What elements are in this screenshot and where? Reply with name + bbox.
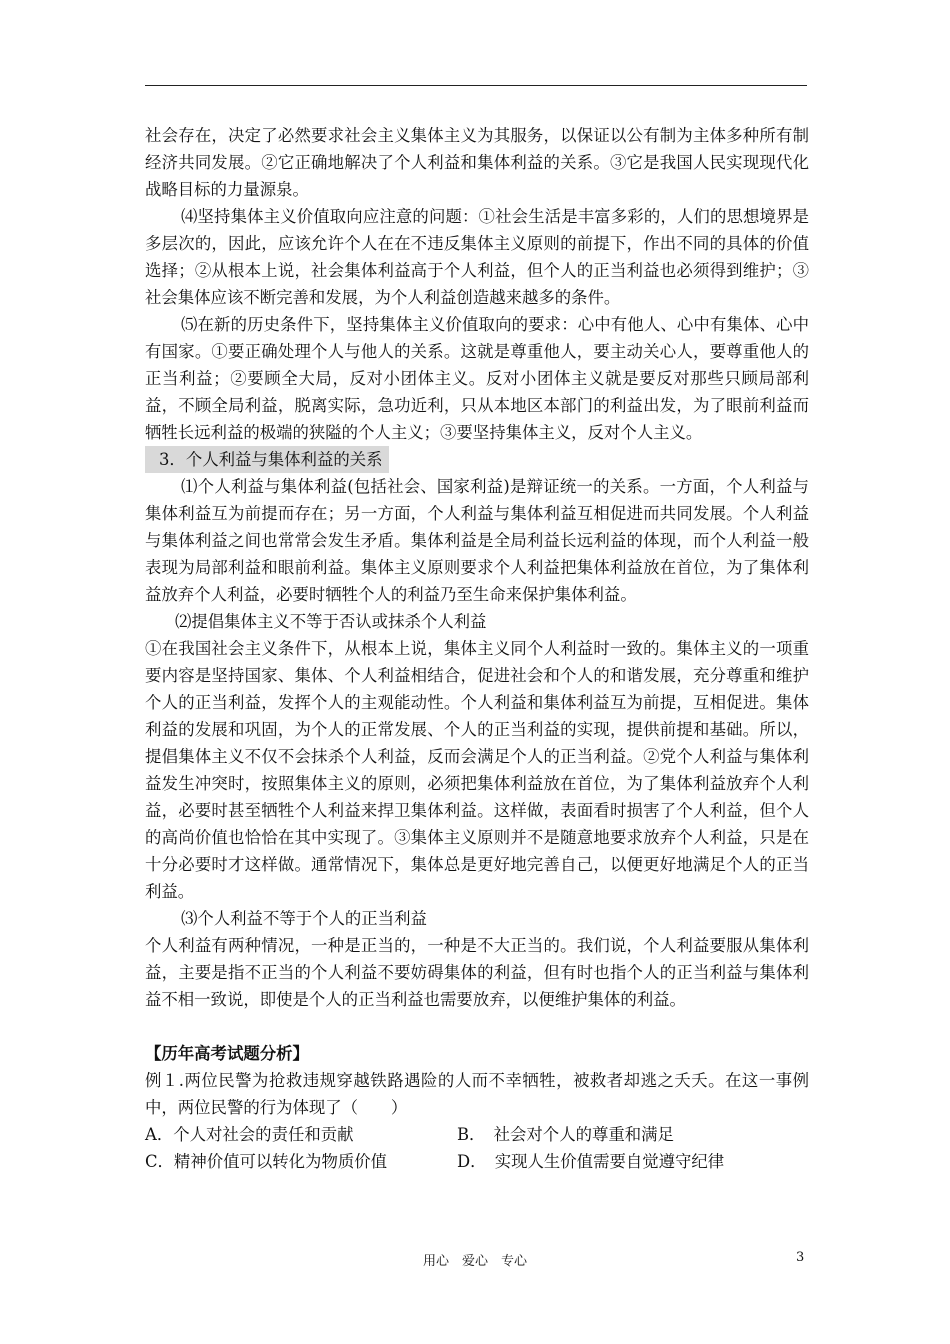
choice-c: C．精神价值可以转化为物质价值 [145, 1152, 388, 1171]
choice-d: D． 实现人生价值需要自觉遵守纪律 [457, 1152, 725, 1171]
choice-a: A．个人对社会的责任和贡献 [145, 1125, 354, 1144]
paragraph-relation-1: ⑴个人利益与集体利益(包括社会、国家利益)是辩证统一的关系。一方面，个人利益与集体利益互为前提而存在；另一方面，个人利益与集体利益互相促进而共同发展。个人利益与集体利益之间也常常会发生矛盾。集体利益是全局利益长远利益的体现，而个人利益一般表现为局部利益和眼前利益。集体主义原则要求个人利益把集体利益放在首位，为了集体利益放弃个人利益，必要时牺牲个人的利益乃至生命来保护集体利益。 [145, 477, 809, 604]
footer-motto: 用心 爱心 专心 [422, 1254, 527, 1269]
paragraph-relation-3-body: 个人利益有两种情况，一种是正当的，一种是不大正当的。我们说，个人利益要服从集体利益，主要是指不正当的个人利益不要妨碍集体的利益，但有时也指个人的正当利益与集体利益不相一致说，即使是个人的正当利益也需要放弃，以便维护集体的利益。 [145, 936, 809, 1009]
exam-section-title: 【历年高考试题分析】 [145, 1044, 309, 1063]
paragraph-relation-2-title: ⑵提倡集体主义不等于否认或抹杀个人利益 [175, 612, 487, 631]
exam-question: 例１.两位民警为抢救违规穿越铁路遇险的人而不幸牺牲，被救者却逃之夭夭。在这一事例中，两位民警的行为体现了（ ） [145, 1071, 809, 1117]
choice-row-1 [145, 1121, 809, 1148]
paragraph-relation-2-body: ①在我国社会主义条件下，从根本上说，集体主义同个人利益时一致的。集体主义的一项重要内容是坚持国家、集体、个人利益相结合，促进社会和个人的和谐发展，充分尊重和维护个人的正当利益，发挥个人的主观能动性。个人利益和集体利益互为前提，互相促进。集体利益的发展和巩固，为个人的正常发展、个人的正当利益的实现，提供前提和基础。所以，提倡集体主义不仅不会抹杀个人利益，反而会满足个人的正当利益。②党个人利益与集体利益发生冲突时，按照集体主义的原则，必须把集体利益放在首位，为了集体利益放弃个人利益，必要时甚至牺牲个人利益来捍卫集体利益。这样做，表面看时损害了个人利益，但个人的高尚价值也恰恰在其中实现了。③集体主义原则并不是随意地要求放弃个人利益，只是在十分必要时才这样做。通常情况下，集体总是更好地完善自己，以便更好地满足个人的正当利益。 [145, 639, 809, 901]
choice-row-2 [145, 1148, 809, 1175]
section-heading-wrapper [145, 446, 809, 473]
paragraph-point-4: ⑷坚持集体主义价值取向应注意的问题：①社会生活是丰富多彩的，人们的思想境界是多层次的，因此，应该允许个人在在不违反集体主义原则的前提下，作出不同的具体的价值选择；②从根本上说，社会集体利益高于个人利益，但个人的正当利益也必须得到维护；③社会集体应该不断完善和发展，为个人利益创造越来越多的条件。 [145, 207, 809, 307]
document-body [145, 122, 809, 1175]
paragraph-continuation: 社会存在，决定了必然要求社会主义集体主义为其服务，以保证以公有制为主体多种所有制经济共同发展。②它正确地解决了个人利益和集体利益的关系。③它是我国人民实现现代化战略目标的力量源泉。 [145, 126, 809, 199]
header-rule [145, 85, 807, 86]
paragraph-relation-3-title: ⑶个人利益不等于个人的正当利益 [181, 909, 427, 928]
paragraph-point-5: ⑸在新的历史条件下，坚持集体主义价值取向的要求：心中有他人、心中有集体、心中有国家。①要正确处理个人与他人的关系。这就是尊重他人，要主动关心人，要尊重他人的正当利益；②要顾全大局，反对小团体主义。反对小团体主义就是要反对那些只顾局部利益，不顾全局利益，脱离实际，急功近利，只从本地区本部门的利益出发，为了眼前利益而牺牲长远利益的极端的狭隘的个人主义；③要坚持集体主义，反对个人主义。 [145, 315, 809, 442]
page-number: 3 [796, 1250, 805, 1265]
spacer [145, 1013, 809, 1040]
choice-b: B． 社会对个人的尊重和满足 [457, 1125, 674, 1144]
section-heading-3: 3．个人利益与集体利益的关系 [145, 446, 389, 473]
